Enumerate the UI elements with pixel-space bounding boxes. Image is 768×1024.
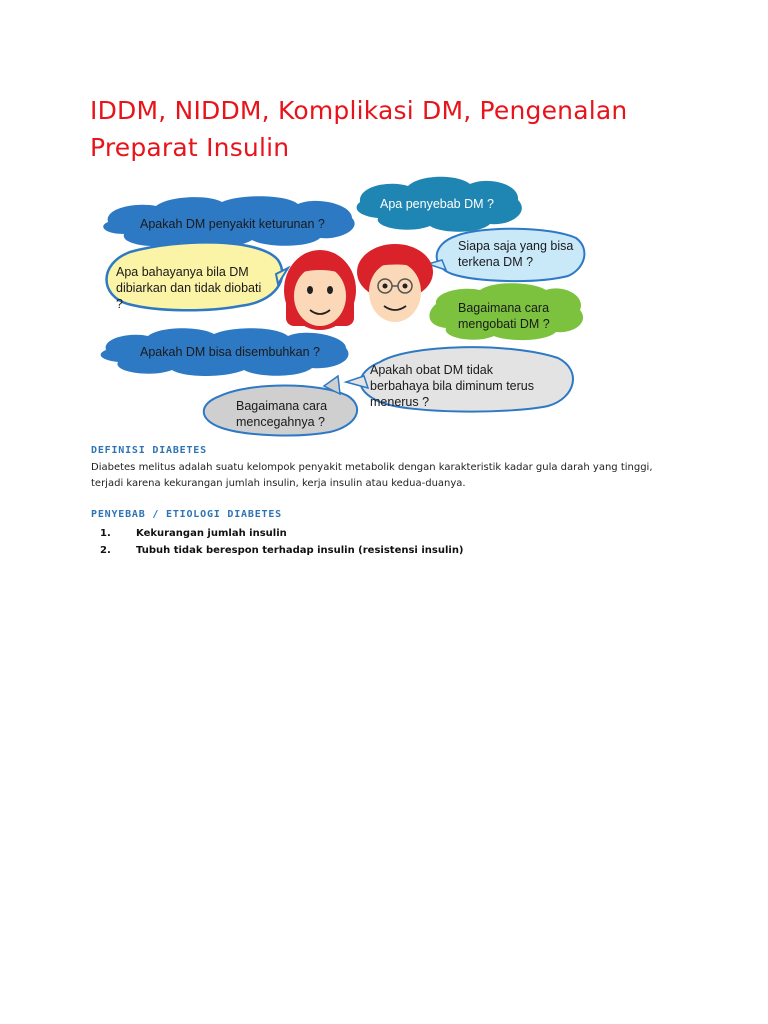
bubble-bahayanya [107, 242, 289, 311]
list-item-number: 2. [100, 545, 111, 556]
bubble-text: terkena DM ? [458, 255, 534, 269]
list-item-number: 1. [100, 528, 111, 539]
list-item [91, 525, 651, 542]
bubble-text: Apa bahayanya bila DM [116, 265, 249, 279]
bubble-mencegah [204, 376, 357, 435]
list-item-text: Tubuh tidak berespon terhadap insulin (resistensi insulin) [136, 545, 464, 556]
bubble-obat [346, 347, 573, 411]
bubble-siapa-saja [428, 229, 584, 281]
bubble-text: Siapa saja yang bisa [458, 239, 574, 253]
section-heading-penyebab: PENYEBAB / ETIOLOGI DIABETES [91, 509, 282, 520]
bubble-disembuhkan [101, 328, 349, 376]
bubble-text: Bagaimana cara [458, 301, 550, 315]
bubble-text: Apakah obat DM tidak [370, 363, 493, 377]
bubble-text: Bagaimana cara [236, 399, 328, 413]
bubble-text: Apakah DM penyakit keturunan ? [140, 217, 325, 231]
bubble-text: mengobati DM ? [458, 317, 550, 331]
diabetes-questions-illustration [90, 164, 590, 444]
list-item [91, 542, 651, 559]
girl-face-illustration [357, 244, 433, 322]
definisi-paragraph: Diabetes melitus adalah suatu kelompok penyakit metabolik dengan karakteristik kadar gula darah yang tinggi, terjadi karena kekurangan jumlah insulin, kerja insulin atau kedua-duanya. [91, 462, 653, 489]
bubble-apa-penyebab [357, 177, 522, 232]
bubble-text: dibiarkan dan tidak diobati [116, 281, 262, 295]
woman-face-illustration [284, 250, 356, 330]
bubble-keturunan [103, 196, 354, 248]
bubble-text: Apa penyebab DM ? [380, 197, 494, 211]
bubble-text: Apakah DM bisa disembuhkan ? [140, 345, 320, 359]
bubble-mengobati [429, 283, 583, 340]
list-item-text: Kekurangan jumlah insulin [136, 528, 287, 539]
bubble-text: ? [116, 297, 123, 311]
section-heading-definisi: DEFINISI DIABETES [91, 445, 207, 456]
bubble-text: menerus ? [370, 395, 430, 409]
page-title: IDDM, NIDDM, Komplikasi DM, Pengenalan Preparat Insulin [90, 96, 628, 162]
bubble-text: berbahaya bila diminum terus [370, 379, 534, 393]
penyebab-list [91, 525, 651, 559]
bubble-text: mencegahnya ? [236, 415, 325, 429]
